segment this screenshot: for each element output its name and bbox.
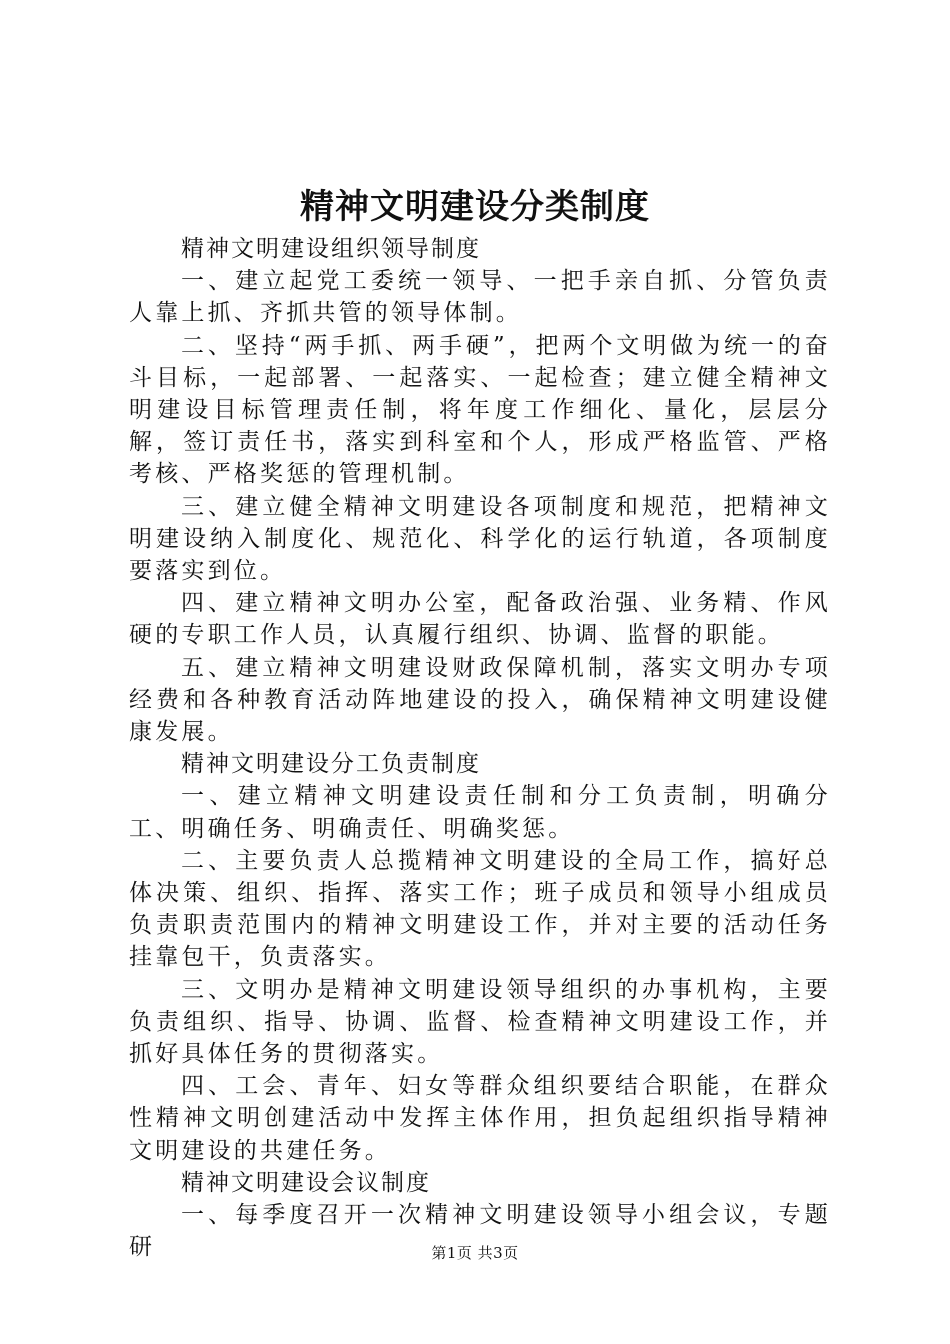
paragraph: 一、建立精神文明建设责任制和分工负责制，明确分工、明确任务、明确责任、明确奖惩。: [129, 783, 831, 842]
section-heading: 精神文明建设分工负责制度: [181, 751, 481, 778]
paragraph: 一、每季度召开一次精神文明建设领导小组会议，专题研: [129, 1202, 831, 1261]
document-body: [129, 233, 831, 1264]
page-footer: 第1页 共3页: [431, 1244, 519, 1262]
paragraph: 三、建立健全精神文明建设各项制度和规范，把精神文明建设纳入制度化、规范化、科学化的运行轨道，各项制度要落实到位。: [129, 493, 831, 585]
paragraph: 四、建立精神文明办公室，配备政治强、业务精、作风硬的专职工作人员，认真履行组织、协调、监督的职能。: [129, 590, 831, 649]
section-heading: 精神文明建设组织领导制度: [181, 236, 481, 262]
paragraph: 三、文明办是精神文明建设领导组织的办事机构，主要负责组织、指导、协调、监督、检查精神文明建设工作，并抓好具体任务的贯彻落实。: [129, 976, 831, 1068]
paragraph: 二、主要负责人总揽精神文明建设的全局工作，搞好总体决策、组织、指挥、落实工作；班子成员和领导小组成员负责职责范围内的精神文明建设工作，并对主要的活动任务挂靠包干，负责落实。: [129, 847, 831, 971]
paragraph: 五、建立精神文明建设财政保障机制，落实文明办专项经费和各种教育活动阵地建设的投入，确保精神文明建设健康发展。: [129, 654, 831, 746]
paragraph: 二、坚持“两手抓、两手硬”，把两个文明做为统一的奋斗目标，一起部署、一起落实、一起检查；建立健全精神文明建设目标管理责任制，将年度工作细化、量化，层层分解，签订责任书，落实到科室和个人，形成严格监管、严格考核、严格奖惩的管理机制。: [129, 332, 831, 488]
paragraph: 一、建立起党工委统一领导、一把手亲自抓、分管负责人靠上抓、齐抓共管的领导体制。: [129, 268, 831, 327]
section-heading: 精神文明建设会议制度: [181, 1169, 431, 1196]
paragraph: 四、工会、青年、妇女等群众组织要结合职能，在群众性精神文明创建活动中发挥主体作用，担负起组织指导精神文明建设的共建任务。: [129, 1073, 831, 1164]
document-title: 精神文明建设分类制度: [300, 187, 650, 227]
